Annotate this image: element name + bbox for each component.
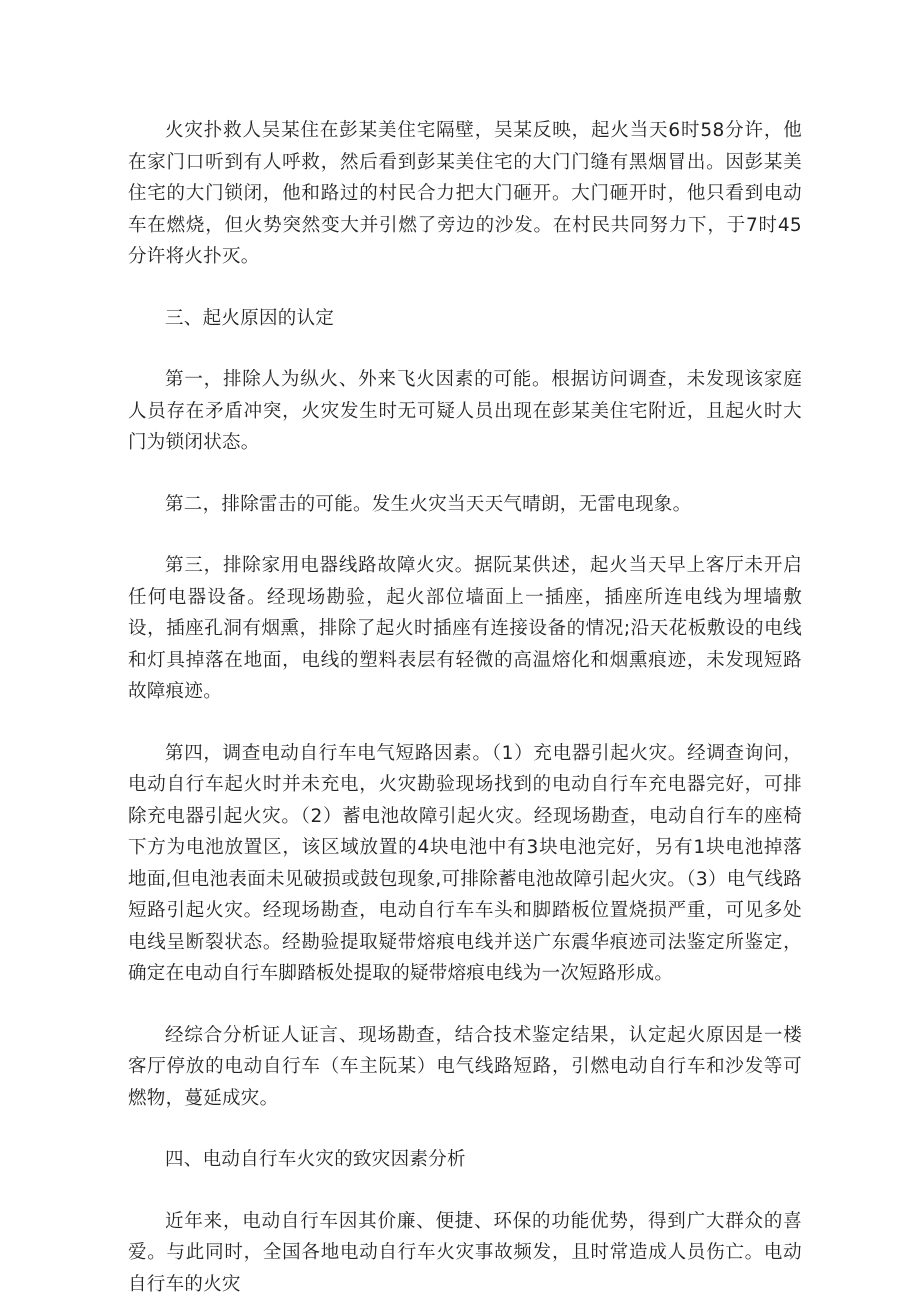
- paragraph-third-exclusion: 第三，排除家用电器线路故障火灾。据阮某供述，起火当天早上客厅未开启任何电器设备。经现场勘验，起火部位墙面上一插座，插座所连电线为埋墙敷设，插座孔洞有烟熏，排除了起火时插座有连接设备的情况;沿天花板敷设的电线和灯具掉落在地面，电线的塑料表层有轻微的高温熔化和烟熏痕迹，未发现短路故障痕迹。: [128, 555, 802, 702]
- paragraph-first-exclusion: 第一，排除人为纵火、外来飞火因素的可能。根据访问调查，未发现该家庭人员存在矛盾冲突，火灾发生时无可疑人员出现在彭某美住宅附近，且起火时大门为锁闭状态。: [128, 369, 802, 453]
- paragraph-recent-years: 近年来，电动自行车因其价廉、便捷、环保的功能优势，得到广大群众的喜爱。与此同时，全国各地电动自行车火灾事故频发，且时常造成人员伤亡。电动自行车的火灾: [128, 1210, 802, 1295]
- paragraph-second-exclusion: 第二，排除雷击的可能。发生火灾当天天气晴朗，无雷电现象。: [165, 493, 692, 515]
- paragraph-conclusion: 经综合分析证人证言、现场勘查，结合技术鉴定结果，认定起火原因是一楼客厅停放的电动自行车（车主阮某）电气线路短路，引燃电动自行车和沙发等可燃物，蔓延成灾。: [128, 1024, 802, 1109]
- section-heading-factor-analysis: 四、电动自行车火灾的致灾因素分析: [165, 1149, 466, 1170]
- paragraph-witness-account: 火灾扑救人吴某住在彭某美住宅隔壁，吴某反映，起火当天6时58分许，他在家门口听到有人呼救，然后看到彭某美住宅的大门门缝有黑烟冒出。因彭某美住宅的大门锁闭，他和路过的村民合力把大门砸开。大门砸开时，他只看到电动车在燃烧，但火势突然变大并引燃了旁边的沙发。在村民共同努力下，于7时45分许将火扑灭。: [128, 120, 802, 267]
- paragraph-fourth-investigation: 第四，调查电动自行车电气短路因素。（1）充电器引起火灾。经调查询问，电动自行车起火时并未充电，火灾勘验现场找到的电动自行车充电器完好，可排除充电器引起火灾。（2）蓄电池故障引起火灾。经现场勘查，电动自行车的座椅下方为电池放置区，该区域放置的4块电池中有3块电池完好，另有1块电池掉落地面,但电池表面未见破损或鼓包现象,可排除蓄电池故障引起火灾。（3）电气线路短路引起火灾。经现场勘查，电动自行车车头和脚踏板位置烧损严重，可见多处电线呈断裂状态。经勘验提取疑带熔痕电线并送广东震华痕迹司法鉴定所鉴定，确定在电动自行车脚踏板处提取的疑带熔痕电线为一次短路形成。: [128, 742, 802, 984]
- section-heading-fire-cause: 三、起火原因的认定: [165, 307, 335, 329]
